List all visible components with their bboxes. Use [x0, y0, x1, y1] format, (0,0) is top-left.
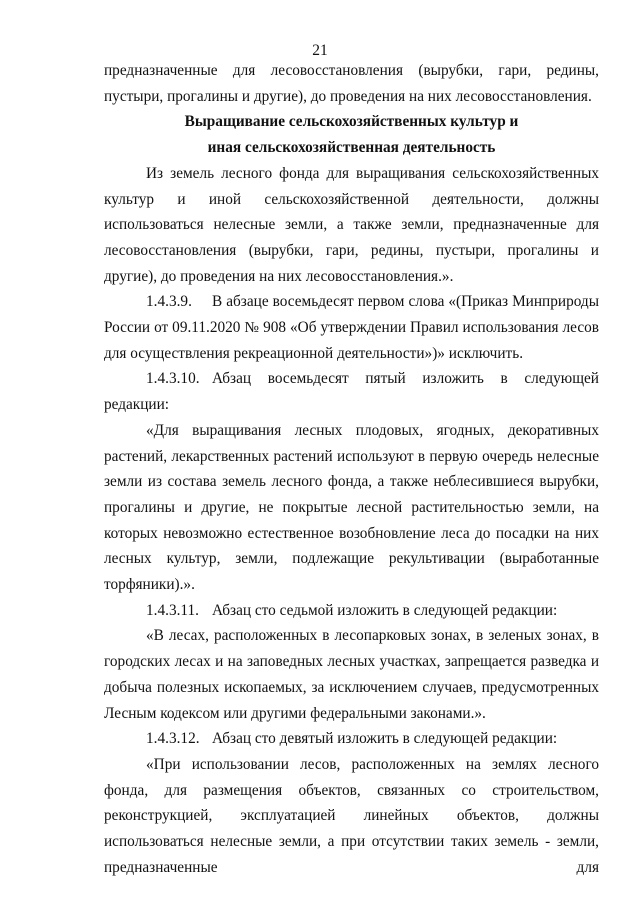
item-number: 1.4.3.9.: [146, 293, 192, 311]
item-1-4-3-12: [104, 726, 599, 752]
page-number: 21: [312, 42, 328, 59]
section-heading-line-2: иная сельскохозяйственная деятельность: [207, 139, 496, 157]
item-text: Абзац сто седьмой изложить в следующей редакции:: [212, 601, 558, 619]
item-text: Абзац восемьдесят пятый изложить в следующей редакции:: [104, 370, 599, 414]
paragraph-forest-park-zones: «В лесах, расположенных в лесопарковых зонах, в зеленых зонах, в городских лесах и на заповедных лесных участках, запрещается разведка и добыча полезных ископаемых, за исключением случаев, предусмотренных Лесным кодексом или другими федеральными законами.».: [104, 627, 599, 722]
paragraph-linear-objects: «При использовании лесов, расположенных на землях лесного фонда, для размещения объектов, связанных со строительством, реконструкцией, эксплуатацией линейных объектов, должны использоваться нелесные земли, а при отсутствии таких земель - земли, предназначенные для: [104, 755, 599, 876]
paragraph-fruit-plants: «Для выращивания лесных плодовых, ягодных, декоративных растений, лекарственных растений используют в первую очередь нелесные земли из состава земель лесного фонда, а также неблесившиеся вырубки, прогалины и другие, не покрытые лесной растительностью земли, на которых невозможно естественное возобновление леса до посадки на них лесных культур, земли, подлежащие рекультивации (выработанные торфяники).».: [104, 421, 599, 594]
item-text: В абзаце восемьдесят первом слова «(Приказ Минприроды России от 09.11.2020 № 908 «Об утверждении Правил использования лесов для осуществления рекреационной деятельности»)» исключить.: [104, 293, 599, 362]
item-number: 1.4.3.10.: [146, 370, 200, 388]
section-heading-line-1: Выращивание сельскохозяйственных культур и: [184, 113, 519, 131]
item-1-4-3-10: [104, 366, 599, 417]
item-text: Абзац сто девятый изложить в следующей редакции:: [212, 730, 558, 748]
item-1-4-3-9: [104, 289, 599, 366]
paragraph-continuation: предназначенные для лесовосстановления (вырубки, гари, редины, пустыри, прогалины и другие), до проведения на них лесовосстановления.: [104, 62, 599, 105]
paragraph-crops-land: Из земель лесного фонда для выращивания сельскохозяйственных культур и иной сельскохозяйственной деятельности, должны использоваться нелесные земли, а также земли, предназначенные для лесовосстановления (вырубки, гари, редины, пустыри, прогалины и другие), до проведения на них лесовосстановления.».: [104, 164, 599, 285]
document-body: [104, 58, 599, 881]
item-number: 1.4.3.11.: [146, 601, 199, 619]
item-number: 1.4.3.12.: [146, 730, 200, 748]
item-1-4-3-11: [104, 598, 599, 624]
